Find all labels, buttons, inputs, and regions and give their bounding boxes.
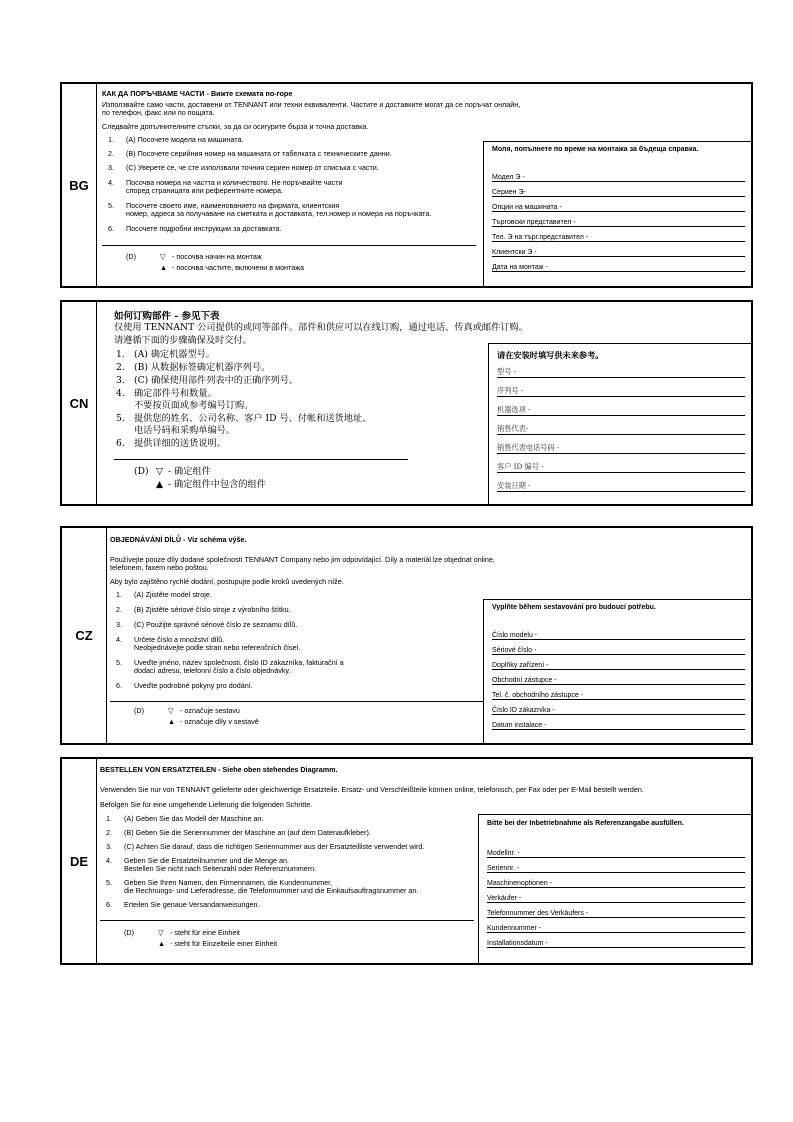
field-serial[interactable]: Сериен Э- <box>492 187 745 197</box>
intro-line: Следвайте допълнителните стъпки, за да си осигурите бърза и точна доставка. <box>102 122 369 131</box>
field-customer-number[interactable]: Клиентски Э - <box>492 247 745 257</box>
intro-line: Používejte pouze díly dodané společností TENNANT Company nebo jim odpovídající. Díly a materiál lze objednat online, <box>110 555 495 564</box>
section-title: BESTELLEN VON ERSATZTEILEN - Siehe oben stehendes Diagramm. <box>100 765 338 774</box>
field-options[interactable]: Опции на машината - <box>492 202 745 212</box>
installation-reference-box <box>478 814 751 963</box>
field-model[interactable]: Číslo modelu - <box>492 630 745 640</box>
open-triangle-icon: ▽ <box>168 706 174 715</box>
section-cz: CZ OBJEDNÁVÁNÍ DÍLŮ - Viz schéma výše. Používejte pouze díly dodané společností TENNANT Company nebo jim odpovídající. Díly a materiál lze objednat online, telefonem, faxem nebo poštou. Aby bylo zajištěno rychlé dodání, postupujte podle kroků uvedených níže. 1. (A) Zjistěte model stroje. 2. (B) Zjistěte sériové číslo stroje z výrobního štítku. 3. (C) Použijte správné sériové číslo ze seznamu dílů. 4. Určete číslo a množství dílů. Neobjednávejte podle stran nebo referenčních čísel. 5. Uveďte jméno, název společnosti, číslo ID zákazníka, fakturační a dodací adresu, telefonní číslo a číslo objednávky. 6. Uveďte podrobné pokyny pro dodání. (D) ▽ - označuje sestavu ▲ - označuje díly v sestavě Vyplňte během sestavování pro budoucí potřebu. Číslo modelu - Sériové číslo - Doplňky zařízení - Obchodní zástupce - Tel. č. obchodního zástupce - Číslo ID zákazníka - Datum instalace - <box>60 526 753 745</box>
field-sales-rep-phone[interactable]: Telefonnummer des Verkäufers - <box>487 908 745 918</box>
filled-triangle-icon: ▲ <box>158 939 166 948</box>
fill-title: Bitte bei der Inbetriebnahme als Referenzangabe ausfüllen. <box>487 820 684 827</box>
intro-line: 请遵循下面的步骤确保及时交付。 <box>114 335 252 346</box>
intro-line: telefonem, faxem nebo poštou. <box>110 563 209 572</box>
field-customer-number[interactable]: Kundennummer - <box>487 923 745 933</box>
divider <box>102 245 476 246</box>
section-title: КАК ДА ПОРЪЧВАМЕ ЧАСТИ - Вижте схемата по-горе <box>102 89 293 98</box>
field-sales-rep[interactable]: Verkäufer - <box>487 893 745 903</box>
language-code: BG <box>62 84 97 286</box>
language-code: CN <box>62 302 97 504</box>
field-sales-rep-phone[interactable]: 销售代表电话号码 - <box>497 444 745 454</box>
filled-triangle-icon: ▲ <box>160 263 168 272</box>
section-bg: BG КАК ДА ПОРЪЧВАМЕ ЧАСТИ - Вижте схемата по-горе Използвайте само части, доставени от TENNANT или техни еквиваленти. Частите и доставките могат да се поръчат онлайн, по телефон, факс или по пощата. Следвайте допълнителните стъпки, за да си осигурите бърза и точна доставка. 1. (A) Посочете модела на машината. 2. (B) Посочете серийния номер на машината от табелката с техническите данни. 3. (C) Уверете се, че сте използвали точния сериен номер от списъка с части. 4. Посочва номера на частта и количеството. Не поръчвайте части според страницата или референтните номера. 5. Посочете своето име, наименованието на фирмата, клиентския номер, адреса за получаване на сметката и доставката, тел.номер и номера на поръчката. 6. Посочете подробни инструкции за доставката. (D) ▽ - посочва начин на монтаж ▲ - посочва частите, включени в монтажа Моля, попълнете по време на монтажа за бъдеща справка. Модел Э - Сериен Э- Опции на машината - Търговски представител - Тел. Э на търг.представител - Клиентски Э - Дата на монтаж - <box>60 82 753 288</box>
field-install-date[interactable]: 安装日期 - <box>497 482 745 492</box>
field-model[interactable]: 型号 - <box>497 368 745 378</box>
fill-title: Vyplňte během sestavování pro budoucí potřebu. <box>492 604 656 611</box>
intro-line: Използвайте само части, доставени от TENNANT или техни еквиваленти. Частите и доставките могат да се поръчат онлайн, <box>102 100 521 109</box>
field-sales-rep[interactable]: Търговски представител - <box>492 217 745 227</box>
field-customer-number[interactable]: 客户 ID 编号 - <box>497 463 745 473</box>
field-options[interactable]: Maschinenoptionen - <box>487 878 745 888</box>
open-triangle-icon: ▽ <box>160 252 166 261</box>
section-title: OBJEDNÁVÁNÍ DÍLŮ - Viz schéma výše. <box>110 535 247 544</box>
field-options[interactable]: Doplňky zařízení - <box>492 660 745 670</box>
field-sales-rep-phone[interactable]: Тел. Э на търг.представител - <box>492 232 745 242</box>
filled-triangle-icon: ▲ <box>168 717 176 726</box>
language-code: CZ <box>62 528 107 743</box>
installation-reference-box <box>483 599 751 743</box>
field-install-date[interactable]: Datum instalace - <box>492 720 745 730</box>
intro-line: по телефон, факс или по пощата. <box>102 108 215 117</box>
intro-line: 仅使用 TENNANT 公司提供的或同等部件。部件和供应可以在线订购，通过电话、传真或邮件订购。 <box>114 322 528 333</box>
field-sales-rep[interactable]: Obchodní zástupce - <box>492 675 745 685</box>
open-triangle-icon: ▽ <box>158 928 164 937</box>
field-sales-rep[interactable]: 销售代表- <box>497 425 745 435</box>
field-install-date[interactable]: Installationsdatum - <box>487 938 745 948</box>
section-cn: CN 如何订购部件 - 参见下表 仅使用 TENNANT 公司提供的或同等部件。部件和供应可以在线订购，通过电话、传真或邮件订购。 请遵循下面的步骤确保及时交付。 1. (A) 确定机器型号。 2. (B) 从数据标签确定机器序列号。 3. (C) 确保使用部件列表中的正确序列号。 4. 确定部件号和数量。 不要按页面或参考编号订购。 5. 提供您的姓名、公司名称、客户 ID 号、付帐和送货地址、 电话号码和采购单编号。 6. 提供详细的送货说明。 (D) ▽ - 确定组件 ▲ - 确定组件中包含的组件 请在安装时填写供未来参考。 型号 - 序列号 - 机器选项 - 销售代表- 销售代表电话号码 - 客户 ID 编号 - 安装日期 - <box>60 300 753 506</box>
field-serial[interactable]: Sériové číslo - <box>492 645 745 655</box>
intro-line: Aby bylo zajištěno rychlé dodání, postupujte podle kroků uvedených níže. <box>110 577 344 586</box>
open-triangle-icon: ▽ <box>156 466 164 477</box>
divider <box>110 701 484 702</box>
intro-line: Verwenden Sie nur von TENNANT gelieferte oder gleichwertige Ersatzteile. Ersatz- und Verschleißteile können online, telefonisch, per Fax oder per E-Mail bestellt werden. <box>100 785 644 794</box>
field-serial[interactable]: 序列号 - <box>497 387 745 397</box>
fill-title: Моля, попълнете по време на монтажа за бъдеща справка. <box>492 146 699 153</box>
field-install-date[interactable]: Дата на монтаж - <box>492 262 745 272</box>
language-code: DE <box>62 759 97 963</box>
field-sales-rep-phone[interactable]: Tel. č. obchodního zástupce - <box>492 690 745 700</box>
field-model[interactable]: Модел Э - <box>492 172 745 182</box>
fill-title: 请在安装时填写供未来参考。 <box>497 350 604 360</box>
filled-triangle-icon: ▲ <box>156 479 164 490</box>
section-title: 如何订购部件 - 参见下表 <box>114 311 220 322</box>
divider <box>100 920 474 921</box>
field-serial[interactable]: Seriennr. - <box>487 863 745 873</box>
field-model[interactable]: Modellnr. - <box>487 848 745 858</box>
divider <box>114 459 408 460</box>
installation-reference-box <box>488 343 751 504</box>
intro-line: Befolgen Sie für eine umgehende Lieferung die folgenden Schritte. <box>100 800 313 809</box>
section-de: DE BESTELLEN VON ERSATZTEILEN - Siehe oben stehendes Diagramm. Verwenden Sie nur von TENNANT gelieferte oder gleichwertige Ersatzteile. Ersatz- und Verschleißteile können online, telefonisch, per Fax oder per E-Mail bestellt werden. Befolgen Sie für eine umgehende Lieferung die folgenden Schritte. 1. (A) Geben Sie das Modell der Maschine an. 2. (B) Geben Sie die Seriennummer der Maschine an (auf dem Datenaufkleber). 3. (C) Achten Sie darauf, dass die richtigen Seriennummer aus der Ersatzteilliste verwendet wird. 4. Geben Sie die Ersatzteilnummer und die Menge an. Bestellen Sie nicht nach Seitenzahl oder Referenznummern. 5. Geben Sie Ihren Namen, den Firmennamen, die Kundennummer, die Rechnungs- und Lieferadresse, die Telefonnummer und die Einkaufsauftragsnummer an. 6. Erteilen Sie genaue Versandanweisungen. (D) ▽ - steht für eine Einheit ▲ - steht für Einzelteile einer Einheit Bitte bei der Inbetriebnahme als Referenzangabe ausfüllen. Modellnr. - Seriennr. - Maschinenoptionen - Verkäufer - Telefonnummer des Verkäufers - Kundennummer - Installationsdatum - <box>60 757 753 965</box>
field-customer-number[interactable]: Číslo ID zákazníka - <box>492 705 745 715</box>
field-options[interactable]: 机器选项 - <box>497 406 745 416</box>
installation-reference-box <box>483 141 751 286</box>
